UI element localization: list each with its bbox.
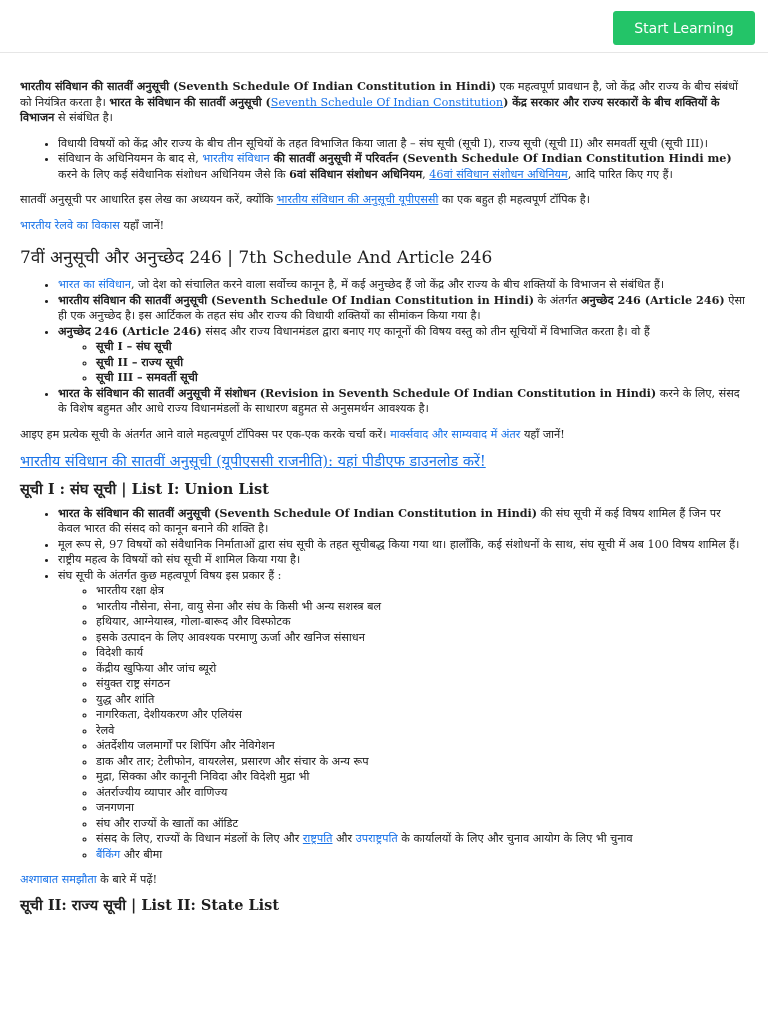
article-content	[0, 53, 768, 913]
list-item-text: ऐसा ही एक अनुच्छेद है। इस आर्टिकल के तहत संघ और राज्य की विधायी शक्तियों का सीमांकन किया गया है।	[58, 293, 745, 322]
intro-bold-2: भारत के संविधान की सातवीं अनुसूची (	[109, 94, 271, 109]
seventh-schedule-link[interactable]: Seventh Schedule Of Indian Constitution	[270, 95, 504, 109]
three-lists-sublist	[58, 339, 746, 386]
railway-paragraph	[20, 218, 746, 234]
sublist-item-text: सूची III – समवर्ती सूची	[96, 370, 198, 384]
paragraph-text: यहाँ जानें!	[119, 218, 165, 232]
list-item-bold: 6वां संविधान संशोधन अधिनियम	[289, 166, 423, 181]
list-item	[58, 506, 746, 537]
sublist-item: ◦ हथियार, आग्नेयास्त्र, गोला-बारूद और विस्फोटक	[96, 614, 746, 630]
sublist-item	[96, 847, 746, 863]
list-item-text: की संघ सूची में कई विषय शामिल हैं जिन पर केवल भारत की संसद को कानून बनाने की शक्ति है।	[58, 506, 721, 535]
list-item-bold: अनुच्छेद 246 (Article 246)	[58, 323, 202, 338]
sublist-item-text: संसद के लिए, राज्यों के विधान मंडलों के लिए और	[96, 832, 303, 845]
intro-text-2: से संबंधित है।	[54, 111, 113, 124]
sublist-item	[96, 355, 746, 371]
sublist-item-text: और	[332, 832, 356, 845]
list-item-bold: अनुच्छेद 246 (Article 246)	[580, 292, 725, 307]
paragraph-text: के बारे में पढ़ें!	[96, 873, 158, 886]
list-item-text: के अंतर्गत	[534, 293, 581, 307]
top-bar	[0, 0, 768, 53]
sublist-item: ◦ अंतर्देशीय जलमार्गों पर शिपिंग और नेविगेशन	[96, 738, 746, 754]
sublist-item: ◦ विदेशी कार्य	[96, 645, 746, 661]
section-heading-article-246: 7वीं अनुसूची और अनुच्छेद 246 | 7th Schedule And Article 246	[20, 248, 493, 268]
pdf-download-link[interactable]: भारतीय संविधान की सातवीं अनुसूची (यूपीएससी राजनीति): यहां पीडीएफ डाउनलोड करें!	[20, 454, 486, 470]
start-learning-button[interactable]: Start Learning	[613, 11, 755, 45]
list-item	[58, 136, 746, 152]
section-heading-state-list: सूची II: राज्य सूची | List II: State List	[20, 896, 280, 914]
ashgabat-paragraph	[20, 872, 746, 888]
list-item-text: विधायी विषयों को केंद्र और राज्य के बीच तीन सूचियों के तहत विभाजित किया जाता है – संघ सूची (सूची I), राज्य सूची (सूची II) और समवर्ती सूची (सूची III)।	[58, 136, 709, 150]
sublist-item-text: सूची II – राज्य सूची	[96, 354, 184, 369]
intro-bold-3: ) केंद्र सरकार और राज्य सरकारों के बीच शक्तियों के विभाजन	[20, 94, 720, 124]
list-item-text: संविधान के अधिनियमन के बाद से,	[58, 152, 203, 165]
study-paragraph	[20, 192, 746, 208]
intro-bold-1: भारतीय संविधान की सातवीं अनुसूची (Seventh Schedule Of Indian Constitution in Hindi)	[20, 79, 497, 93]
list-item	[58, 537, 746, 553]
schedule-upsc-link[interactable]: भारतीय संविधान की अनुसूची यूपीएससी	[276, 193, 439, 206]
sublist-item: ◦ रेलवे	[96, 723, 746, 739]
ashgabat-link[interactable]: अश्गाबात समझौता	[20, 873, 97, 886]
sublist-item: ◦ भारतीय रक्षा क्षेत्र	[96, 583, 746, 599]
paragraph-text: आइए हम प्रत्येक सूची के अंतर्गत आने वाले महत्वपूर्ण टॉपिक्स पर एक-एक करके चर्चा करें।	[20, 427, 391, 441]
banking-link[interactable]: बैंकिंग	[96, 847, 121, 861]
sublist-item	[96, 339, 746, 355]
sublist-item	[96, 831, 746, 847]
vice-president-link[interactable]: उपराष्ट्रपति	[355, 832, 398, 845]
list-item	[58, 386, 746, 417]
list-item	[58, 151, 746, 182]
list-item-text: , आदि पारित किए गए हैं।	[567, 167, 673, 181]
sublist-item: ◦ भारतीय नौसेना, सेना, वायु सेना और संघ के किसी भी अन्य सशस्त्र बल	[96, 599, 746, 615]
article-246-list	[20, 277, 746, 417]
list-item	[58, 568, 746, 863]
intro-paragraph	[20, 79, 746, 126]
paragraph-text: का एक बहुत ही महत्वपूर्ण टॉपिक है।	[438, 193, 590, 206]
amendment-46-link[interactable]: 46वां संविधान संशोधन अधिनियम	[429, 167, 568, 181]
union-subjects-sublist	[58, 583, 746, 862]
list-item-text: राष्ट्रीय महत्व के विषयों को संघ सूची में शामिल किया गया है।	[58, 553, 301, 566]
list-item-bold: भारत के संविधान की सातवीं अनुसूची (Seventh Schedule Of Indian Constitution in Hindi)	[58, 505, 538, 520]
sublist-item: ◦ संघ और राज्यों के खातों का ऑडिट	[96, 816, 746, 832]
list-item-text: मूल रूप से, 97 विषयों को संवैधानिक निर्माताओं द्वारा संघ सूची के तहत सूचीबद्ध किया गया था। हालाँकि, कई संशोधनों के साथ, संघ सूची में अब 100 विषय शामिल हैं।	[58, 537, 740, 551]
intro-list	[20, 136, 746, 183]
list-item	[58, 293, 746, 324]
sublist-item-text: के कार्यालयों के लिए और चुनाव आयोग के लिए भी चुनाव	[397, 832, 633, 845]
sublist-item: ◦ इसके उत्पादन के लिए आवश्यक परमाणु ऊर्जा और खनिज संसाधन	[96, 630, 746, 646]
sublist-item: ◦ मुद्रा, सिक्का और कानूनी निविदा और विदेशी मुद्रा भी	[96, 769, 746, 785]
list-item	[58, 552, 746, 568]
discussion-paragraph	[20, 427, 746, 443]
list-item-text: करने के लिए कई संवैधानिक संशोधन अधिनियम जैसे कि	[58, 167, 290, 181]
list-item-bold: भारतीय संविधान की सातवीं अनुसूची (Seventh Schedule Of Indian Constitution in Hindi)	[58, 292, 535, 307]
president-link[interactable]: राष्ट्रपति	[302, 832, 333, 845]
railway-link[interactable]: भारतीय रेलवे का विकास	[20, 218, 120, 232]
list-item-text: ,	[422, 167, 430, 181]
sublist-item: ◦ संयुक्त राष्ट्र संगठन	[96, 676, 746, 692]
sublist-item-text: सूची I – संघ सूची	[96, 339, 172, 353]
intro-text-1: एक महत्वपूर्ण प्रावधान है, जो केंद्र और राज्य के बीच संबंधों को नियंत्रित करता है।	[20, 80, 738, 109]
list-item-text: संघ सूची के अंतर्गत कुछ महत्वपूर्ण विषय इस प्रकार हैं :	[58, 568, 282, 582]
indian-constitution-link[interactable]: भारतीय संविधान	[202, 152, 270, 165]
paragraph-text: यहाँ जानें!	[520, 427, 565, 441]
list-item	[58, 324, 746, 386]
sublist-item: ◦ युद्ध और शांति	[96, 692, 746, 708]
list-item-text: करने के लिए, संसद के विशेष बहुमत और आधे राज्य विधानमंडलों के साधारण बहुमत से अनुसमर्थन आवश्यक है।	[58, 386, 740, 415]
list-item-bold: की सातवीं अनुसूची में परिवर्तन (Seventh Schedule Of Indian Constitution Hindi me)	[269, 151, 732, 165]
list-item	[58, 277, 746, 293]
sublist-item: ◦ नागरिकता, देशीयकरण और एलियंस	[96, 707, 746, 723]
sublist-item: ◦ अंतर्राज्यीय व्यापार और वाणिज्य	[96, 785, 746, 801]
constitution-of-india-link[interactable]: भारत का संविधान	[58, 278, 131, 291]
list-item-bold: भारत के संविधान की सातवीं अनुसूची में संशोधन (Revision in Seventh Schedule Of Indian Constitution in Hindi)	[58, 385, 657, 400]
marxism-link[interactable]: मार्क्सवाद और साम्यवाद में अंतर	[390, 427, 521, 441]
sublist-item	[96, 370, 746, 386]
paragraph-text: सातवीं अनुसूची पर आधारित इस लेख का अध्ययन करें, क्योंकि	[20, 193, 277, 206]
list-item-text: संसद और राज्य विधानमंडल द्वारा बनाए गए कानूनों की विषय वस्तु को तीन सूचियों में विभाजित करता है। वो हैं	[201, 324, 650, 338]
sublist-item: ◦ डाक और तार; टेलीफोन, वायरलेस, प्रसारण और संचार के अन्य रूप	[96, 754, 746, 770]
sublist-item: ◦ जनगणना	[96, 800, 746, 816]
list-item-text: , जो देश को संचालित करने वाला सर्वोच्च कानून है, में कई अनुच्छेद हैं जो केंद्र और राज्य के बीच शक्तियों के विभाजन से संबंधित हैं।	[131, 278, 665, 291]
sublist-item: ◦ केंद्रीय खुफिया और जांच ब्यूरो	[96, 661, 746, 677]
union-list	[20, 506, 746, 863]
sublist-item-text: और बीमा	[120, 847, 163, 861]
section-heading-union-list: सूची I : संघ सूची | List I: Union List	[20, 481, 269, 498]
